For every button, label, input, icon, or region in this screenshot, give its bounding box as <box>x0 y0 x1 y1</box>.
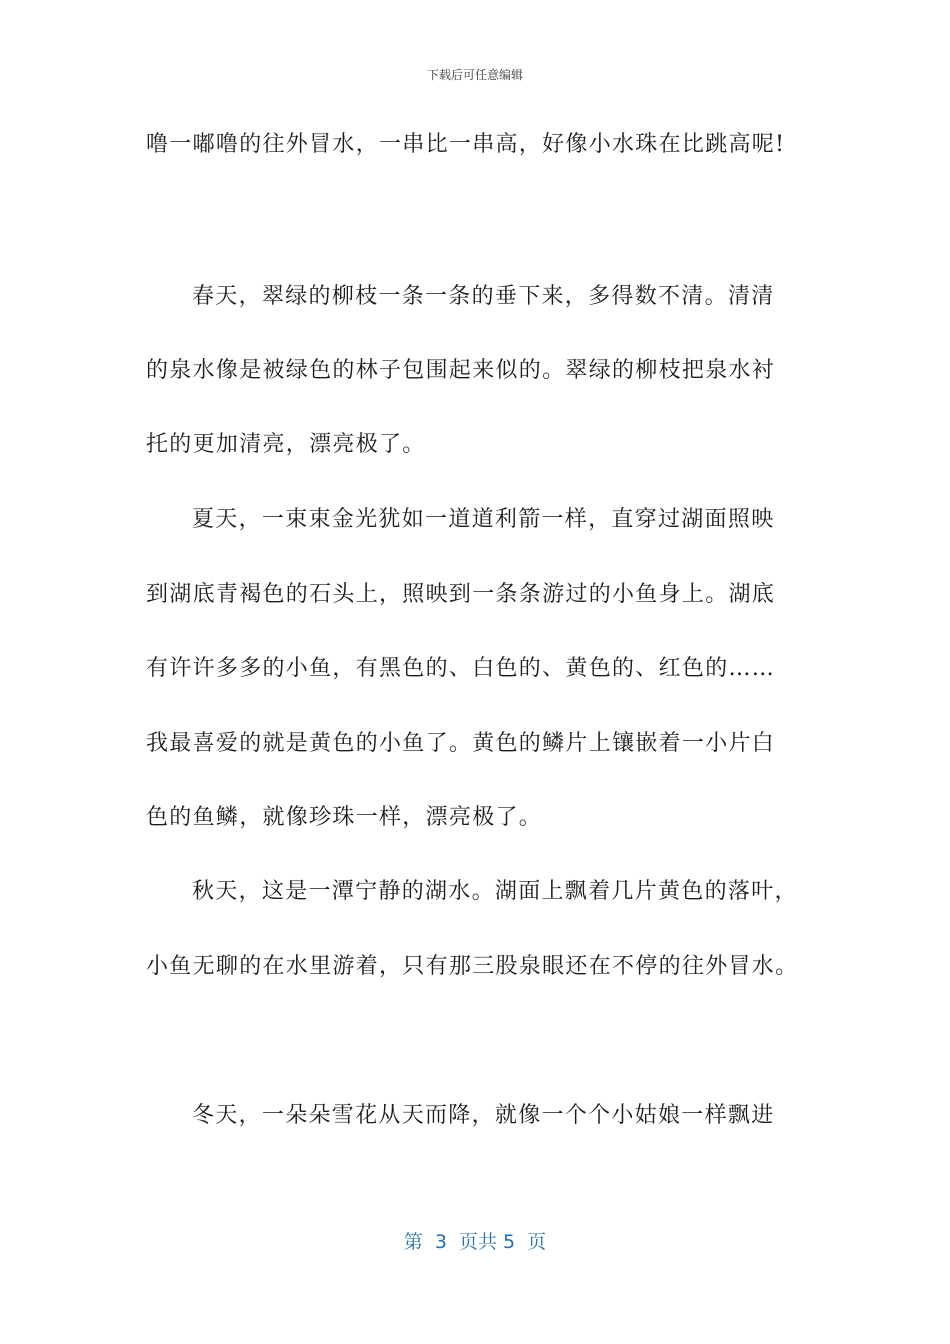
text-line: 噜一嘟噜的往外冒水，一串比一串高，好像小水珠在比跳高呢! <box>146 132 786 157</box>
text-line: 我最喜爱的就是黄色的小鱼了。黄色的鳞片上镶嵌着一小片白 <box>146 731 776 756</box>
paragraph-spring: 春天，翠绿的柳枝一条一条的垂下来，多得数不清。清清 <box>192 284 775 309</box>
page-header-note: 下载后可任意编辑 <box>426 68 523 82</box>
paragraph-autumn: 秋天，这是一潭宁静的湖水。湖面上飘着几片黄色的落叶， <box>192 879 798 904</box>
text-line: 小鱼无聊的在水里游着，只有那三股泉眼还在不停的往外冒水。 <box>146 954 799 979</box>
page-number: 第 3 页共 5 页 <box>403 1231 547 1253</box>
text-line: 有许许多多的小鱼，有黑色的、白色的、黄色的、红色的…… <box>146 656 776 681</box>
text-line: 的泉水像是被绿色的林子包围起来似的。翠绿的柳枝把泉水衬 <box>146 358 776 383</box>
text-line: 到湖底青褐色的石头上，照映到一条条游过的小鱼身上。湖底 <box>146 582 776 607</box>
text-line: 色的鱼鳞，就像珍珠一样，漂亮极了。 <box>146 805 543 830</box>
paragraph-summer: 夏天，一束束金光犹如一道道利箭一样，直穿过湖面照映 <box>192 507 775 532</box>
paragraph-winter: 冬天，一朵朵雪花从天而降，就像一个个小姑娘一样飘进 <box>192 1103 775 1128</box>
text-line: 托的更加清亮，漂亮极了。 <box>146 432 426 457</box>
